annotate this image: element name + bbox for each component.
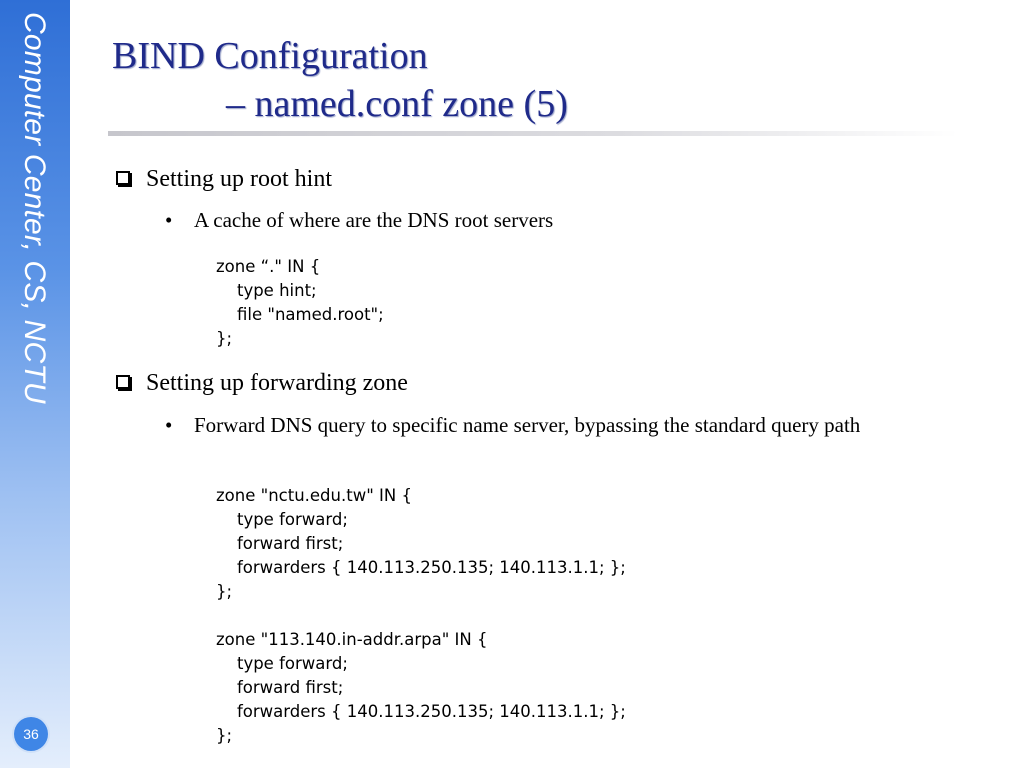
section-heading-text: Setting up forwarding zone xyxy=(146,370,408,396)
section-heading-forwarding-zone xyxy=(116,370,408,397)
code-line: }; xyxy=(216,726,233,745)
code-line: zone "nctu.edu.tw" IN { xyxy=(216,486,412,505)
code-line: type forward; xyxy=(216,654,348,673)
bullet-dot-icon: • xyxy=(165,208,173,232)
checkbox-bullet-icon xyxy=(116,171,130,185)
code-line: file "named.root"; xyxy=(216,305,384,324)
code-line: type forward; xyxy=(216,510,348,529)
code-line: forwarders { 140.113.250.135; 140.113.1.1; }; xyxy=(216,558,626,577)
code-line: type hint; xyxy=(216,281,317,300)
code-line: forwarders { 140.113.250.135; 140.113.1.1; }; xyxy=(216,702,626,721)
title-line-2: – named.conf zone (5) xyxy=(226,83,568,125)
page-number-badge: 36 xyxy=(14,717,48,751)
sub-bullet-text: Forward DNS query to specific name server, bypassing the standard query path xyxy=(194,413,861,437)
code-line: }; xyxy=(216,329,233,348)
checkbox-bullet-icon xyxy=(116,375,130,389)
code-line: }; xyxy=(216,582,233,601)
code-line: zone “." IN { xyxy=(216,257,321,276)
section-heading-root-hint xyxy=(116,166,332,193)
code-line: forward first; xyxy=(216,534,344,553)
code-block-root-hint xyxy=(216,255,384,351)
sub-bullet-text: A cache of where are the DNS root servers xyxy=(194,208,554,232)
code-line: forward first; xyxy=(216,678,344,697)
slide-title xyxy=(112,32,568,128)
bullet-dot-icon: • xyxy=(165,413,173,437)
section-heading-text: Setting up root hint xyxy=(146,166,332,192)
code-block-forwarding-zone xyxy=(216,484,626,748)
sidebar-text: Computer Center, CS, NCTU xyxy=(18,12,51,404)
title-line-1: BIND Configuration xyxy=(112,35,428,77)
sidebar-banner xyxy=(0,0,70,768)
title-divider xyxy=(108,131,958,136)
sub-bullet-root-hint xyxy=(165,205,965,236)
sub-bullet-forwarding-zone xyxy=(165,410,965,441)
code-line: zone "113.140.in-addr.arpa" IN { xyxy=(216,630,488,649)
